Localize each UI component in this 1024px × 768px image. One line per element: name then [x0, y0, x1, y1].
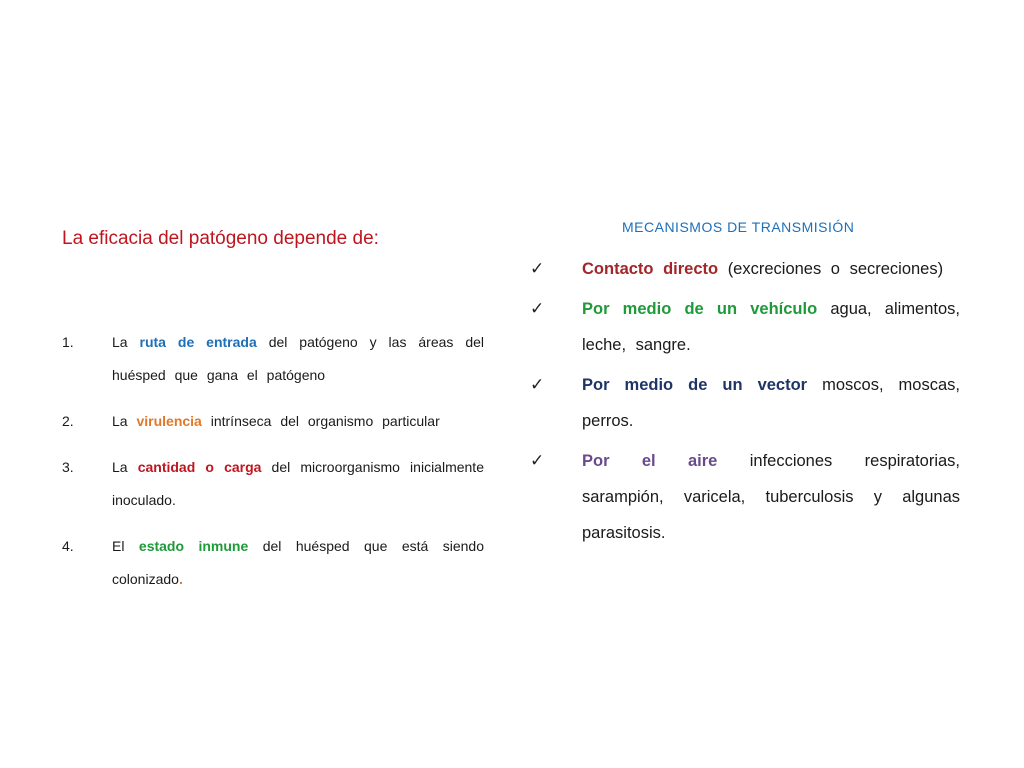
item-prefix: La: [112, 459, 128, 475]
mechanism-label: Contacto directo: [582, 260, 719, 278]
item-prefix: El: [112, 538, 125, 554]
mechanism-text: infecciones respiratorias, sarampión, varicela, tuberculosis y algunas parasitosis.: [582, 452, 961, 542]
mechanism-label: Por medio de un: [582, 300, 738, 318]
mechanism-text: agua, alimentos, leche, sangre.: [582, 300, 961, 354]
item-highlight: ruta de entrada: [139, 334, 257, 350]
mechanism-item: [530, 251, 960, 287]
item-prefix: La: [112, 334, 128, 350]
mechanism-text: (excreciones o secreciones): [727, 260, 944, 278]
mechanisms-title: MECANISMOS DE TRANSMISIÓN: [622, 219, 855, 235]
item-number: 3.: [62, 459, 74, 475]
mechanisms-list: [530, 251, 960, 555]
item-text: del patógeno y las áreas del huésped que gana el patógeno: [112, 334, 485, 383]
checkmark-icon: ✓: [530, 259, 545, 278]
list-item: [62, 530, 484, 596]
item-number: 1.: [62, 334, 74, 350]
list-item: [62, 326, 484, 392]
mechanism-text: moscos, moscas, perros.: [582, 376, 960, 430]
left-title: La eficacia del patógeno depende de:: [62, 228, 379, 249]
checkmark-icon: ✓: [530, 375, 545, 394]
item-text: intrínseca del organismo particular: [210, 413, 440, 429]
mechanism-item: [530, 291, 960, 363]
item-text: del microorganismo inicialmente inoculado.: [112, 459, 484, 508]
list-item: [62, 405, 484, 438]
mechanism-label-2: vehículo: [750, 300, 818, 318]
item-highlight: cantidad o carga: [137, 459, 262, 475]
mechanism-label: Por medio de un vector: [582, 376, 808, 394]
mechanism-item: [530, 367, 960, 439]
item-prefix: La: [112, 413, 128, 429]
numbered-list: [62, 326, 484, 609]
item-text: del huésped que está siendo colonizado: [112, 538, 484, 587]
mechanism-label: Por el aire: [582, 452, 718, 470]
item-end-punct: .: [178, 571, 183, 587]
list-item: [62, 451, 484, 517]
mechanism-item: [530, 443, 960, 551]
item-number: 2.: [62, 413, 74, 429]
checkmark-icon: ✓: [530, 451, 545, 470]
checkmark-icon: ✓: [530, 299, 545, 318]
item-number: 4.: [62, 538, 74, 554]
item-highlight: virulencia: [136, 413, 202, 429]
item-highlight: estado inmune: [138, 538, 249, 554]
